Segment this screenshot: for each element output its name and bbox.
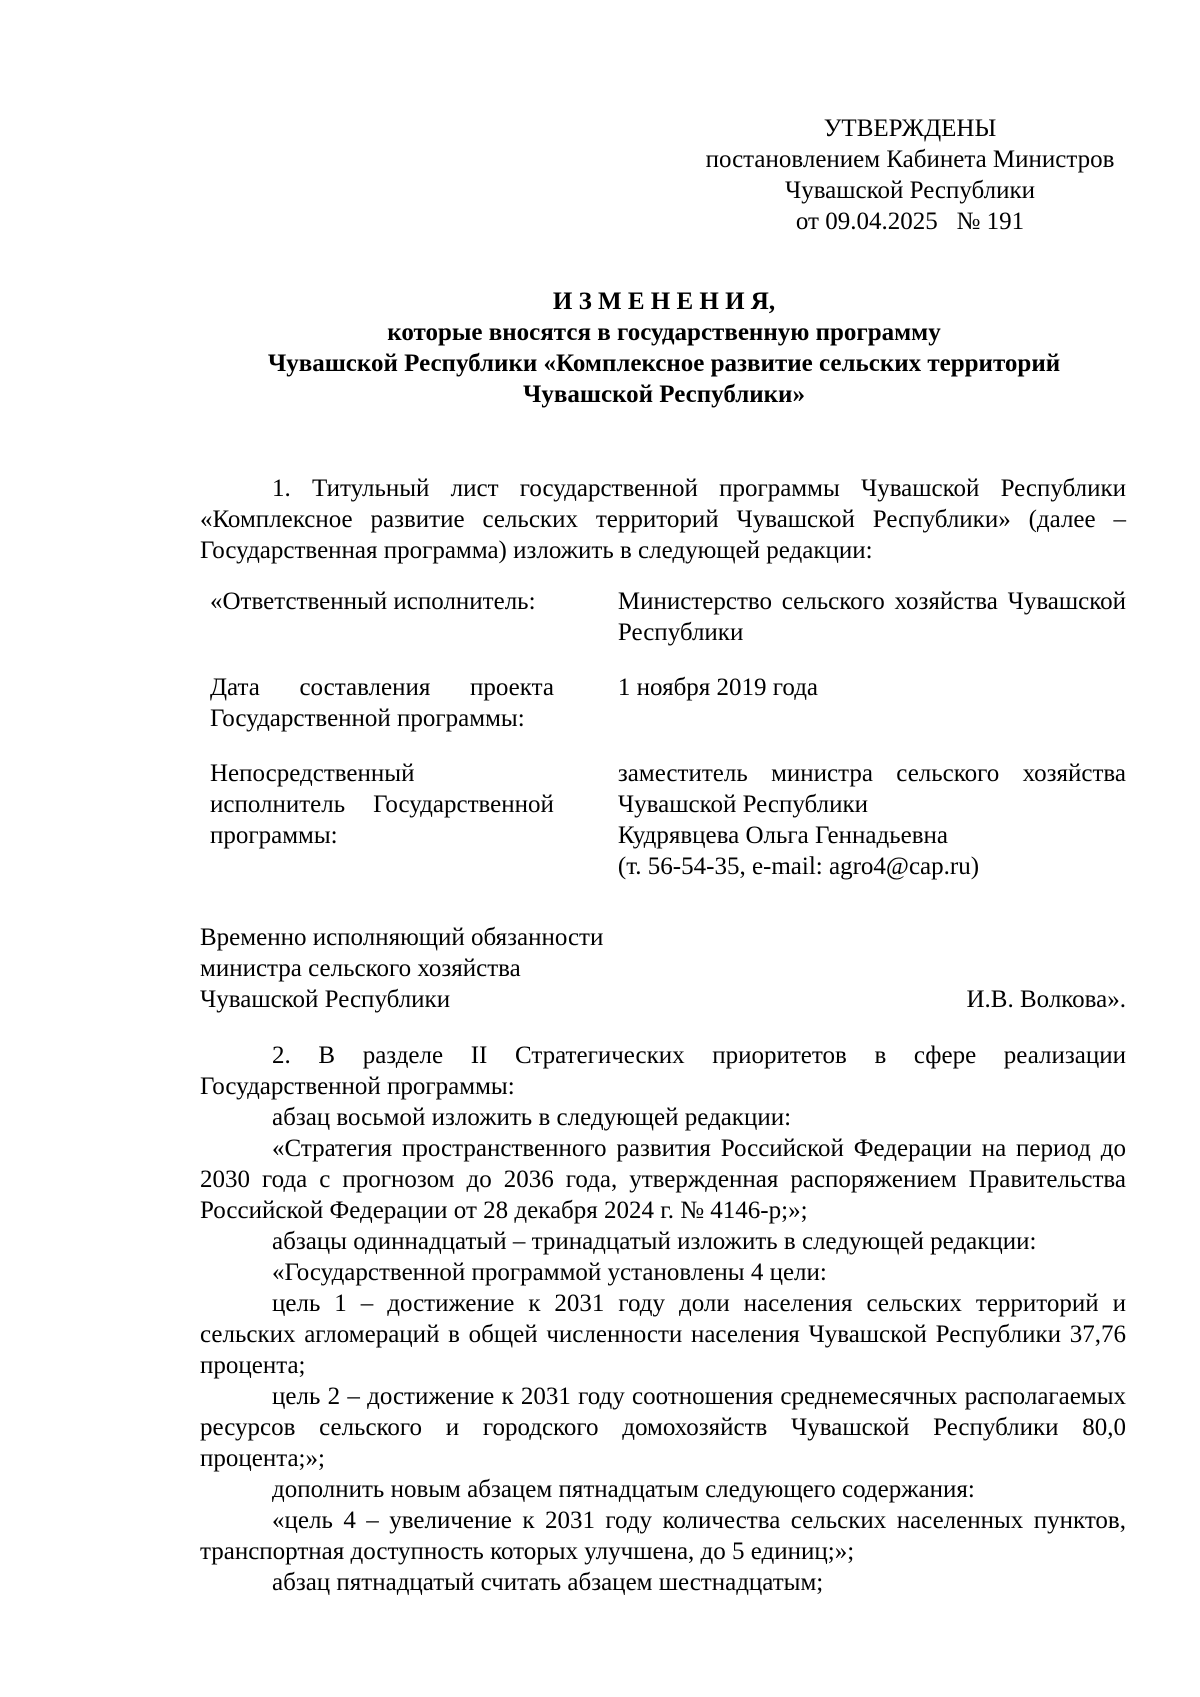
signature-block <box>200 922 1126 1015</box>
section2-paragraph: дополнить новым абзацем пятнадцатым следующего содержания: <box>272 1476 975 1503</box>
table-cell-label: Дата составления проекта Государственной программы: <box>210 674 554 732</box>
title-line-3: Чувашской Республики «Комплексное развитие сельских территорий <box>267 350 1061 377</box>
section2-paragraph: абзацы одиннадцатый – тринадцатый изложить в следующей редакции: <box>272 1228 1037 1255</box>
executor-position: заместитель министра сельского хозяйства Чувашской Республики <box>617 760 1126 818</box>
table-cell-label: Непосредственный исполнитель Государственной программы: <box>210 760 554 849</box>
title-line-4: Чувашской Республики» <box>523 381 805 408</box>
table-row <box>210 586 1126 648</box>
table-cell-value: 1 ноября 2019 года <box>617 674 819 701</box>
executor-contacts: (т. 56-54-35, e-mail: agro4@cap.ru) <box>617 853 980 880</box>
section2-paragraph: абзац восьмой изложить в следующей редакции: <box>272 1104 792 1131</box>
signature-row <box>200 984 1126 1015</box>
section2-paragraph: абзац пятнадцатый считать абзацем шестнадцатым; <box>272 1569 824 1596</box>
executor-name: Кудрявцева Ольга Геннадьевна <box>617 822 948 849</box>
title-line-2: которые вносятся в государственную программу <box>387 319 941 346</box>
title-heading: И З М Е Н Е Н И Я, <box>552 288 776 315</box>
section-2 <box>200 1040 1126 1598</box>
section2-paragraph: цель 2 – достижение к 2031 году соотношения среднемесячных располагаемых ресурсов сельского и городского домохозяйств Чувашской Республики 80,0 процента;»; <box>200 1383 1126 1472</box>
approval-title: УТВЕРЖДЕНЫ <box>823 115 997 142</box>
approval-line-2: постановлением Кабинета Министров <box>705 146 1115 173</box>
table-row <box>210 672 1126 734</box>
document-title <box>200 286 1128 410</box>
title-page-table <box>210 586 1126 906</box>
table-cell-value <box>618 758 1126 882</box>
signature-line-2: министра сельского хозяйства <box>200 955 521 982</box>
paragraph-1: 1. Титульный лист государственной программы Чувашской Республики «Комплексное развитие сельских территорий Чувашской Республики» (далее – Государственная программа) изложить в следующей редакции: <box>200 475 1126 564</box>
section2-paragraph: «Государственной программой установлены 4 цели: <box>272 1259 827 1286</box>
signatory-name: И.В. Волкова». <box>966 986 1126 1013</box>
signature-line-1: Временно исполняющий обязанности <box>200 924 604 951</box>
section2-paragraph: 2. В разделе II Стратегических приоритетов в сфере реализации Государственной программы: <box>200 1042 1126 1100</box>
table-row <box>210 758 1126 882</box>
table-cell-label: «Ответственный исполнитель: <box>210 588 536 615</box>
table-cell-value: Министерство сельского хозяйства Чувашской Республики <box>617 588 1126 646</box>
approval-line-3: Чувашской Республики <box>784 177 1036 204</box>
section2-paragraph: «Стратегия пространственного развития Российской Федерации на период до 2030 года с прогнозом до 2036 года, утвержденная распоряжением Правительства Российской Федерации от 28 декабря 2024 г. № 4146-р;»; <box>200 1135 1126 1224</box>
signature-line-3: Чувашской Республики <box>200 986 451 1013</box>
section2-paragraph: цель 1 – достижение к 2031 году доли населения сельских территорий и сельских агломераций в общей численности населения Чувашской Республики 37,76 процента; <box>200 1290 1126 1379</box>
approval-date-number: от 09.04.2025 № 191 <box>795 208 1025 235</box>
section2-paragraph: «цель 4 – увеличение к 2031 году количества сельских населенных пунктов, транспортная доступность которых улучшена, до 5 единиц;»; <box>200 1507 1126 1565</box>
approval-stamp <box>690 113 1130 237</box>
